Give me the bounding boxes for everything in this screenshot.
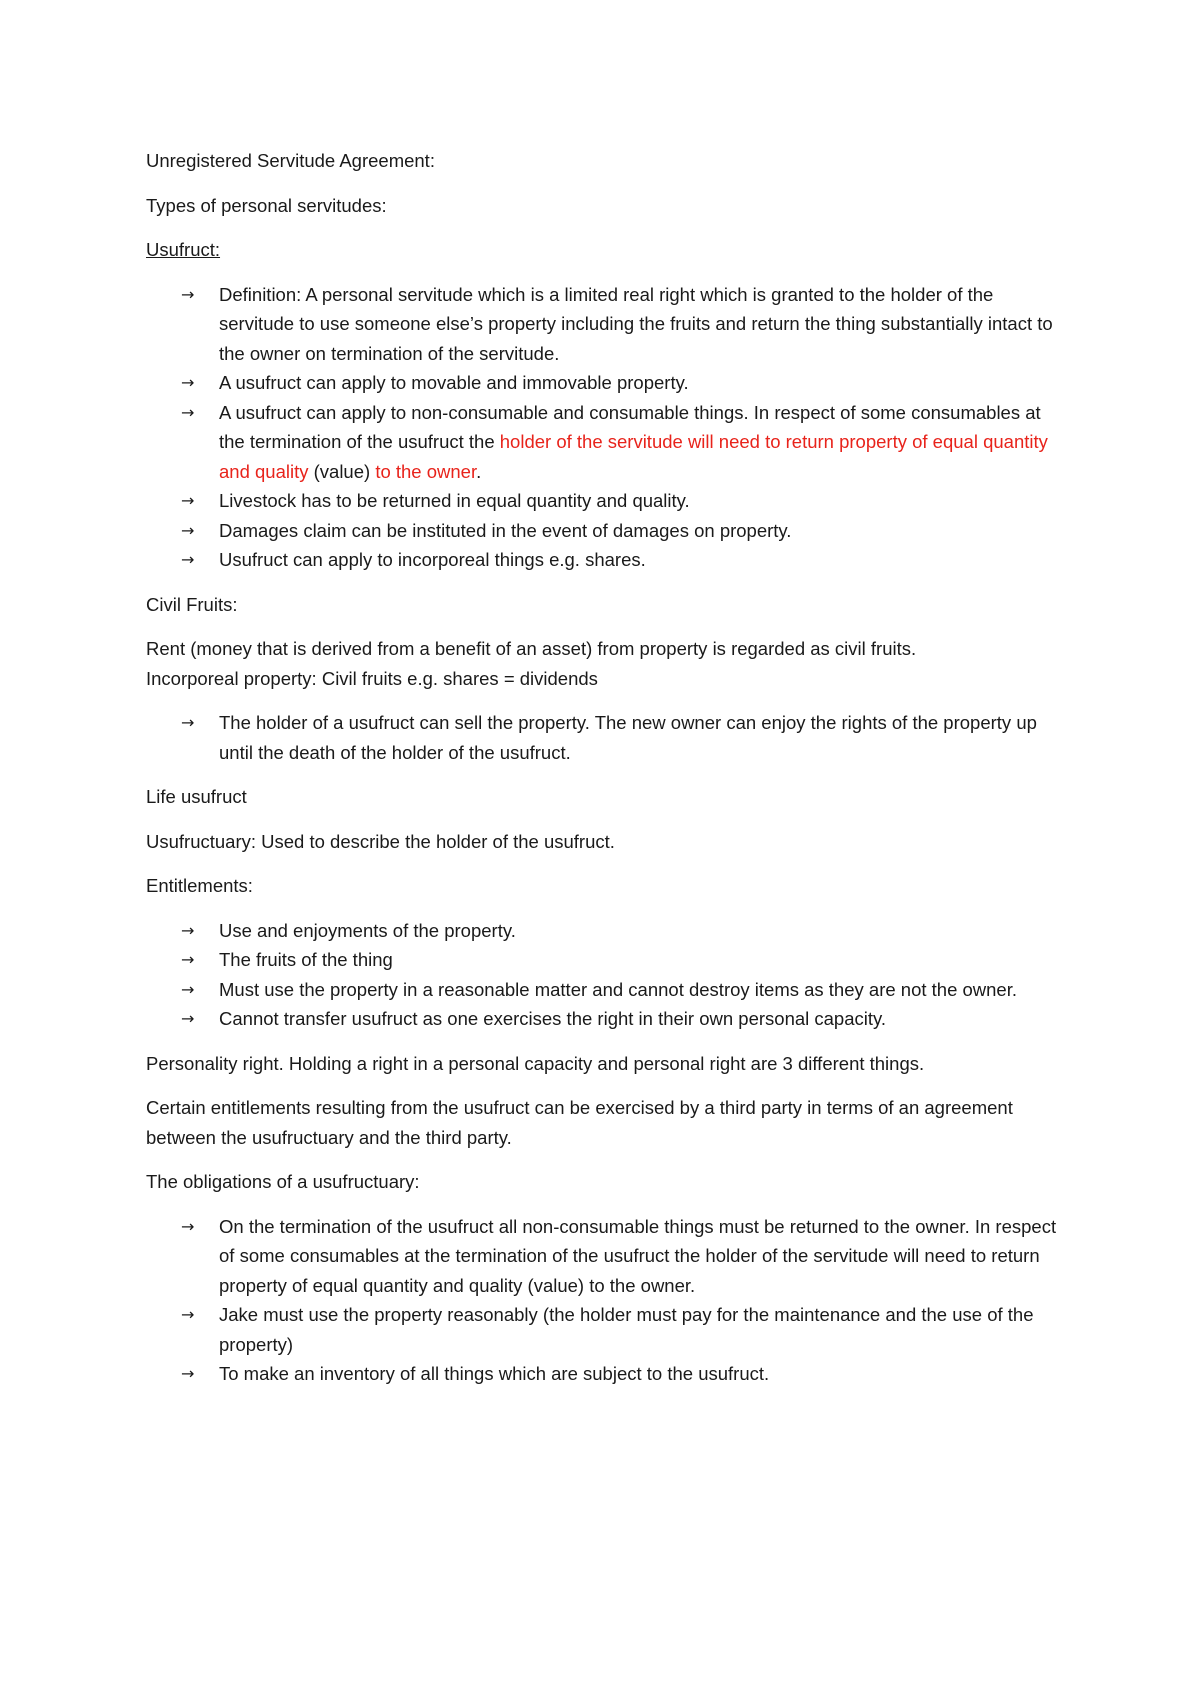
obligations-list [146, 1212, 1066, 1389]
list-item-text: Definition: A personal servitude which is a limited real right which is granted to the holder of the servitude to use someone else’s property including the fruits and return the thing substantially intact to the owner on termination of the servitude. [219, 283, 1053, 364]
list-item-text: Livestock has to be returned in equal quantity and quality. [219, 490, 690, 511]
list-item [146, 368, 1066, 398]
sell-list [146, 708, 1066, 767]
list-item [146, 1359, 1066, 1389]
arrow-icon: → [181, 950, 195, 969]
list-item [146, 916, 1066, 946]
list-item [146, 708, 1066, 767]
list-item [146, 486, 1066, 516]
list-item-text: To make an inventory of all things which are subject to the usufruct. [219, 1363, 770, 1384]
list-item [146, 280, 1066, 369]
list-item-text: A usufruct can apply to non-consumable and consumable things. In respect of some consumables at the termination of the usufruct the [219, 401, 1041, 452]
list-item-text: Must use the property in a reasonable matter and cannot destroy items as they are not the owner. [219, 978, 1018, 1000]
obligations-heading: The obligations of a usufructuary: [146, 1171, 420, 1192]
list-item-text: Damages claim can be instituted in the event of damages on property. [219, 519, 792, 541]
list-item-text: A usufruct can apply to movable and immovable property. [219, 372, 689, 393]
highlighted-text: holder of the servitude will need to return property of equal quantity and quality [219, 431, 1048, 482]
arrow-icon: → [181, 713, 195, 732]
document-title: Unregistered Servitude Agreement: [146, 150, 435, 171]
usufruct-list [146, 280, 1066, 575]
list-item [146, 1212, 1066, 1301]
rent-paragraph: Rent (money that is derived from a benefit of an asset) from property is regarded as civil fruits. [146, 638, 917, 659]
personality-right-paragraph: Personality right. Holding a right in a personal capacity and personal right are 3 different things. [146, 1052, 925, 1074]
entitlements-list [146, 916, 1066, 1034]
list-item-text: (value) [308, 460, 376, 482]
list-item-text: Cannot transfer usufruct as one exercises the right in their own personal capacity. [219, 1008, 887, 1029]
list-item-text: On the termination of the usufruct all non-consumable things must be returned to the owner. In respect of some consumables at the termination of the usufruct the holder of the servitude will need to return property of equal quantity and quality (value) to the owner. [219, 1215, 1057, 1296]
arrow-icon: → [181, 284, 195, 304]
incorporeal-paragraph: Incorporeal property: Civil fruits e.g. shares = dividends [146, 667, 598, 689]
arrow-icon: → [181, 1305, 195, 1324]
list-item-text: . [476, 460, 482, 482]
list-item-text: The fruits of the thing [219, 949, 393, 970]
arrow-icon: → [181, 1216, 195, 1236]
list-item [146, 545, 1066, 575]
arrow-icon: → [181, 402, 195, 422]
list-item [146, 975, 1066, 1005]
arrow-icon: → [181, 491, 195, 510]
types-heading: Types of personal servitudes: [146, 194, 387, 216]
arrow-icon: → [181, 373, 195, 392]
list-item [146, 1004, 1066, 1034]
list-item [146, 945, 1066, 975]
usufruct-heading-text: Usufruct: [146, 239, 221, 260]
list-item-text: Use and enjoyments of the property. [219, 919, 516, 941]
list-item-text: The holder of a usufruct can sell the property. The new owner can enjoy the rights of the property up until the death of the holder of the usufruct. [219, 712, 1037, 763]
third-party-paragraph: Certain entitlements resulting from the usufruct can be exercised by a third party in terms of an agreement between the usufructuary and the third party. [146, 1097, 1013, 1148]
document-page [146, 146, 1066, 1404]
list-item-text: Jake must use the property reasonably (the holder must pay for the maintenance and the use of the property) [219, 1304, 1034, 1355]
arrow-icon: → [181, 1009, 195, 1028]
usufruct-heading [146, 235, 1066, 265]
entitlements-heading: Entitlements: [146, 875, 253, 896]
list-item [146, 516, 1066, 546]
arrow-icon: → [181, 520, 195, 540]
life-usufruct-line: Life usufruct [146, 786, 247, 807]
list-item [146, 1300, 1066, 1359]
highlighted-text: to the owner [375, 460, 477, 482]
usufructuary-definition: Usufructuary: Used to describe the holder of the usufruct. [146, 830, 615, 852]
arrow-icon: → [181, 1364, 195, 1383]
arrow-icon: → [181, 920, 195, 940]
list-item-text: Usufruct can apply to incorporeal things e.g. shares. [219, 549, 646, 570]
civil-fruits-heading: Civil Fruits: [146, 593, 238, 615]
list-item [146, 398, 1066, 487]
arrow-icon: → [181, 979, 195, 999]
arrow-icon: → [181, 550, 195, 569]
